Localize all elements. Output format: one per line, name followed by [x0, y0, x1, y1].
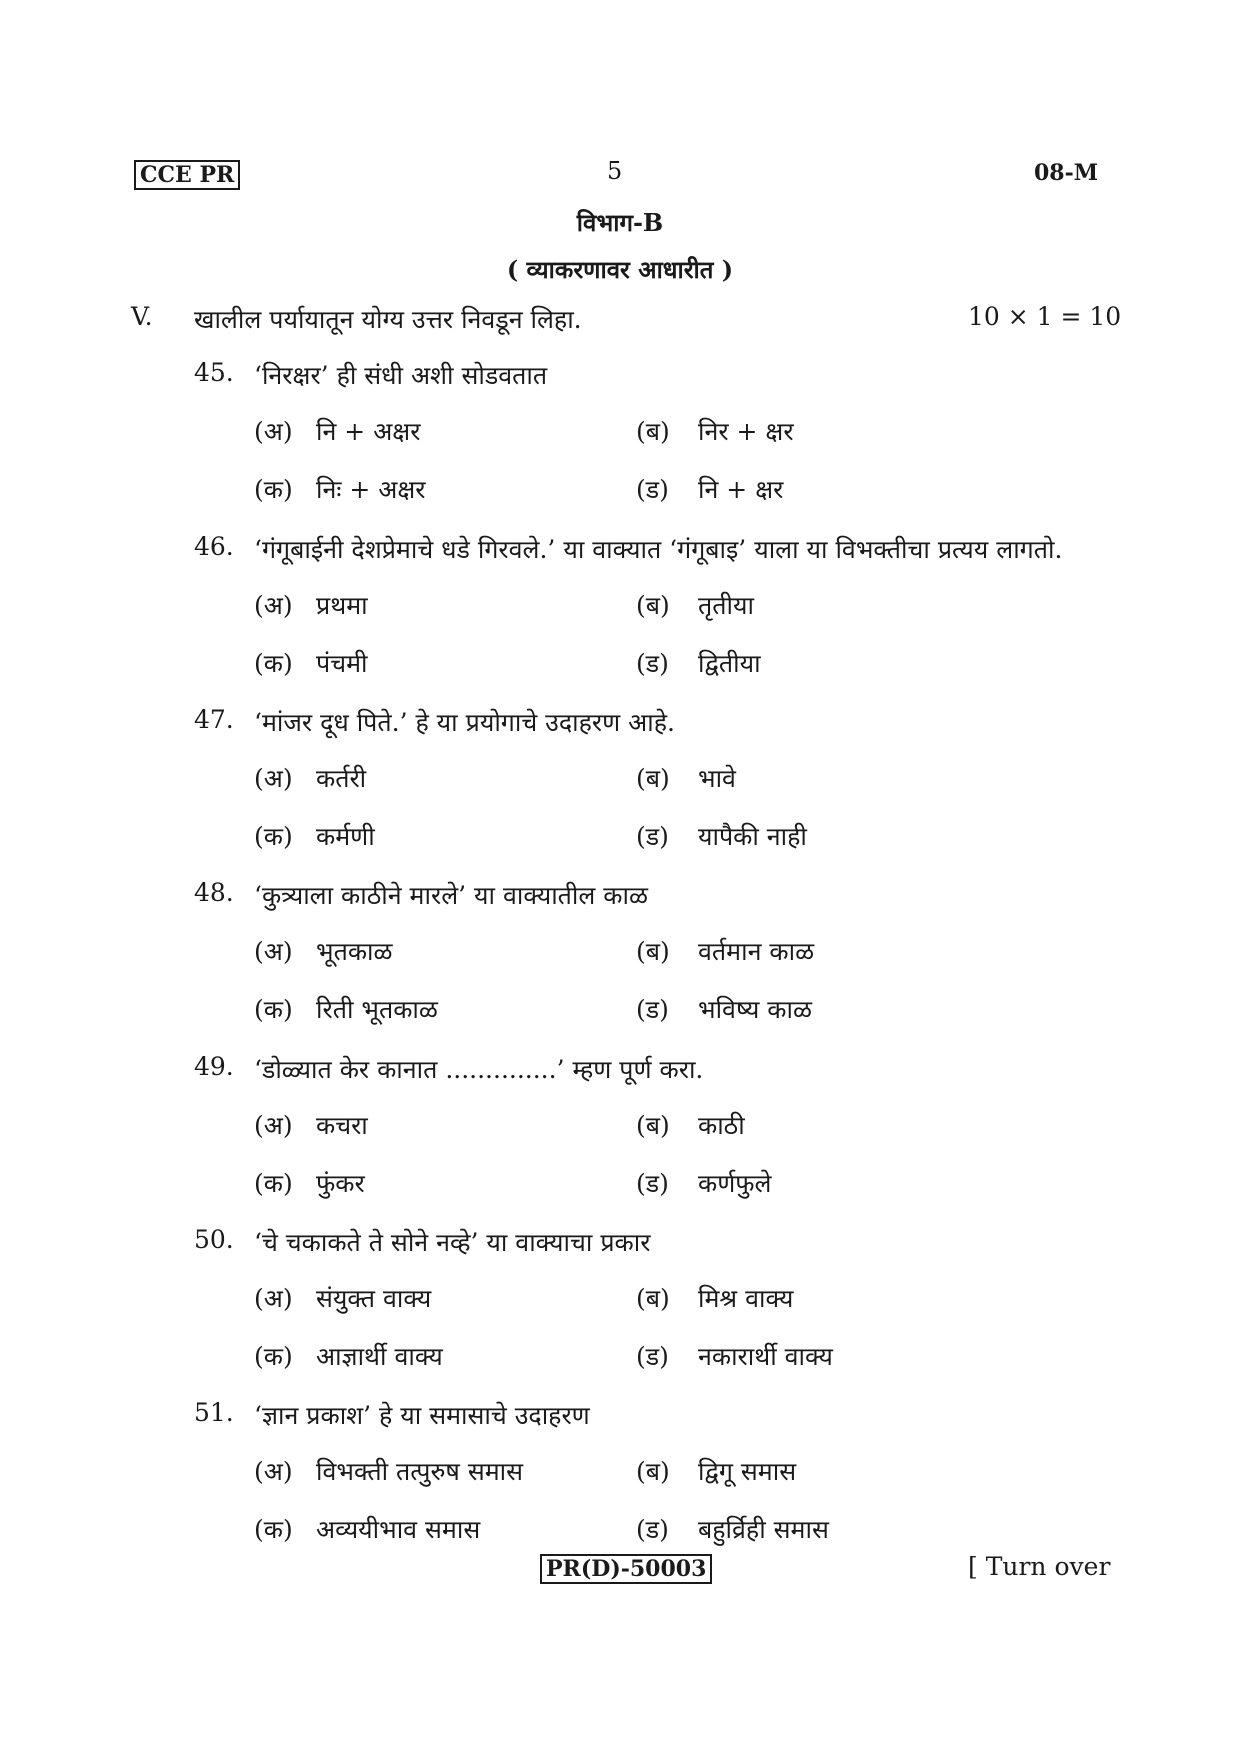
option-text: यापैकी नाही: [698, 822, 807, 851]
question-text: ‘डोळ्यात केर कानात ..............’ म्हण पूर्ण करा.: [254, 1055, 704, 1084]
option-text: वर्तमान काळ: [698, 937, 815, 966]
option-label: (ड): [636, 475, 669, 504]
option: [254, 819, 375, 853]
option-text: भविष्य काळ: [698, 995, 812, 1024]
option-text: तृतीया: [698, 591, 754, 620]
section-subtitle: ( व्याकरणावर आधारीत ): [506, 255, 734, 284]
option: [254, 1512, 480, 1546]
part-number: V.: [131, 302, 153, 331]
option-label: (अ): [254, 764, 293, 793]
option-label: (ब): [636, 1457, 670, 1486]
option-label: (ड): [636, 995, 669, 1024]
option-label: (ड): [636, 1342, 669, 1371]
option: [254, 1166, 365, 1200]
option-label: (क): [254, 475, 293, 504]
question-number: 48.: [194, 878, 234, 907]
option: [636, 588, 754, 622]
question-text: ‘कुत्र्याला काठीने मारले’ या वाक्यातील काळ: [254, 881, 648, 910]
option-label: (क): [254, 649, 293, 678]
question-number: 51.: [194, 1398, 234, 1427]
option-text: बहुर्व्रिही समास: [698, 1515, 829, 1544]
option-label: (ड): [636, 649, 669, 678]
option-label: (ड): [636, 822, 669, 851]
option-text: भूतकाळ: [316, 937, 393, 966]
option-text: कर्मणी: [316, 822, 375, 851]
question-number: 49.: [194, 1052, 234, 1081]
turn-over-text: [ Turn over: [968, 1552, 1111, 1581]
part-marks: 10 × 1 = 10: [968, 302, 1122, 331]
option-label: (ड): [636, 1515, 669, 1544]
option: [636, 414, 794, 448]
option-label: (ब): [636, 764, 670, 793]
option-label: (क): [254, 995, 293, 1024]
header-code-box: CCE PR: [134, 160, 240, 190]
option: [254, 414, 420, 448]
option-text: निः + अक्षर: [316, 475, 426, 504]
option: [636, 1166, 772, 1200]
option-text: संयुक्त वाक्य: [316, 1284, 432, 1313]
option: [636, 1281, 793, 1315]
question-number: 47.: [194, 705, 234, 734]
option-text: अव्ययीभाव समास: [316, 1515, 481, 1544]
option-text: द्वितीया: [698, 649, 761, 678]
footer-code-box: PR(D)-50003: [540, 1554, 712, 1584]
page-number: 5: [607, 157, 623, 185]
option: [636, 1512, 829, 1546]
option-text: मिश्र वाक्य: [698, 1284, 794, 1313]
section-title: विभाग-B: [576, 208, 664, 237]
option: [254, 472, 426, 506]
option-label: (अ): [254, 591, 293, 620]
option-label: (अ): [254, 937, 293, 966]
option: [636, 646, 761, 680]
option: [254, 1281, 431, 1315]
option: [254, 588, 368, 622]
option-label: (अ): [254, 1284, 293, 1313]
question-text: ‘ज्ञान प्रकाश’ हे या समासाचे उदाहरण: [254, 1401, 590, 1430]
option-label: (ड): [636, 1169, 669, 1198]
option-text: नि + क्षर: [698, 475, 784, 504]
option-text: आज्ञार्थी वाक्य: [316, 1342, 443, 1371]
option: [254, 992, 438, 1026]
option-label: (क): [254, 1169, 293, 1198]
option-label: (ब): [636, 1111, 670, 1140]
option: [254, 761, 366, 795]
option-label: (ब): [636, 1284, 670, 1313]
part-instruction: खालील पर्यायातून योग्य उत्तर निवडून लिहा.: [194, 305, 582, 334]
question-number: 46.: [194, 532, 234, 561]
option: [636, 819, 807, 853]
option-text: विभक्ती तत्पुरुष समास: [316, 1457, 524, 1486]
option-text: काठी: [698, 1111, 745, 1140]
option-label: (ब): [636, 417, 670, 446]
question-text: ‘निरक्षर’ ही संधी अशी सोडवतात: [254, 361, 548, 390]
option-label: (अ): [254, 1111, 293, 1140]
option-text: फुंकर: [316, 1169, 365, 1198]
option: [636, 992, 812, 1026]
option-text: नि + अक्षर: [316, 417, 421, 446]
option-text: कर्तरी: [316, 764, 367, 793]
option-text: पंचमी: [316, 649, 368, 678]
option-text: रिती भूतकाळ: [316, 995, 438, 1024]
option: [636, 1454, 796, 1488]
option-label: (अ): [254, 1457, 293, 1486]
option: [636, 934, 814, 968]
question-text: ‘गंगूबाईनी देशप्रेमाचे धडे गिरवले.’ या वाक्यात ‘गंगूबाइ’ याला या विभक्तीचा प्रत्यय लागतो.: [254, 535, 1063, 564]
option-text: द्विगू समास: [698, 1457, 797, 1486]
option: [254, 646, 368, 680]
option-text: नकारार्थी वाक्य: [698, 1342, 833, 1371]
option: [636, 1339, 833, 1373]
option-text: कर्णफुले: [698, 1169, 772, 1198]
option-text: निर + क्षर: [698, 417, 794, 446]
option-label: (ब): [636, 937, 670, 966]
option-text: भावे: [698, 764, 736, 793]
option: [636, 1108, 745, 1142]
option-text: कचरा: [316, 1111, 368, 1140]
question-text: ‘चे चकाकते ते सोने नव्हे’ या वाक्याचा प्रकार: [254, 1228, 651, 1257]
option-label: (क): [254, 1515, 293, 1544]
option: [636, 472, 783, 506]
option: [254, 1454, 523, 1488]
paper-code: 08-M: [1034, 160, 1099, 186]
option: [254, 934, 393, 968]
question-number: 45.: [194, 358, 234, 387]
question-text: ‘मांजर दूध पिते.’ हे या प्रयोगाचे उदाहरण आहे.: [254, 708, 675, 737]
option-label: (ब): [636, 591, 670, 620]
option-label: (अ): [254, 417, 293, 446]
option-text: प्रथमा: [316, 591, 368, 620]
option: [254, 1339, 443, 1373]
question-number: 50.: [194, 1225, 234, 1254]
option-label: (क): [254, 1342, 293, 1371]
option: [254, 1108, 368, 1142]
option: [636, 761, 736, 795]
option-label: (क): [254, 822, 293, 851]
